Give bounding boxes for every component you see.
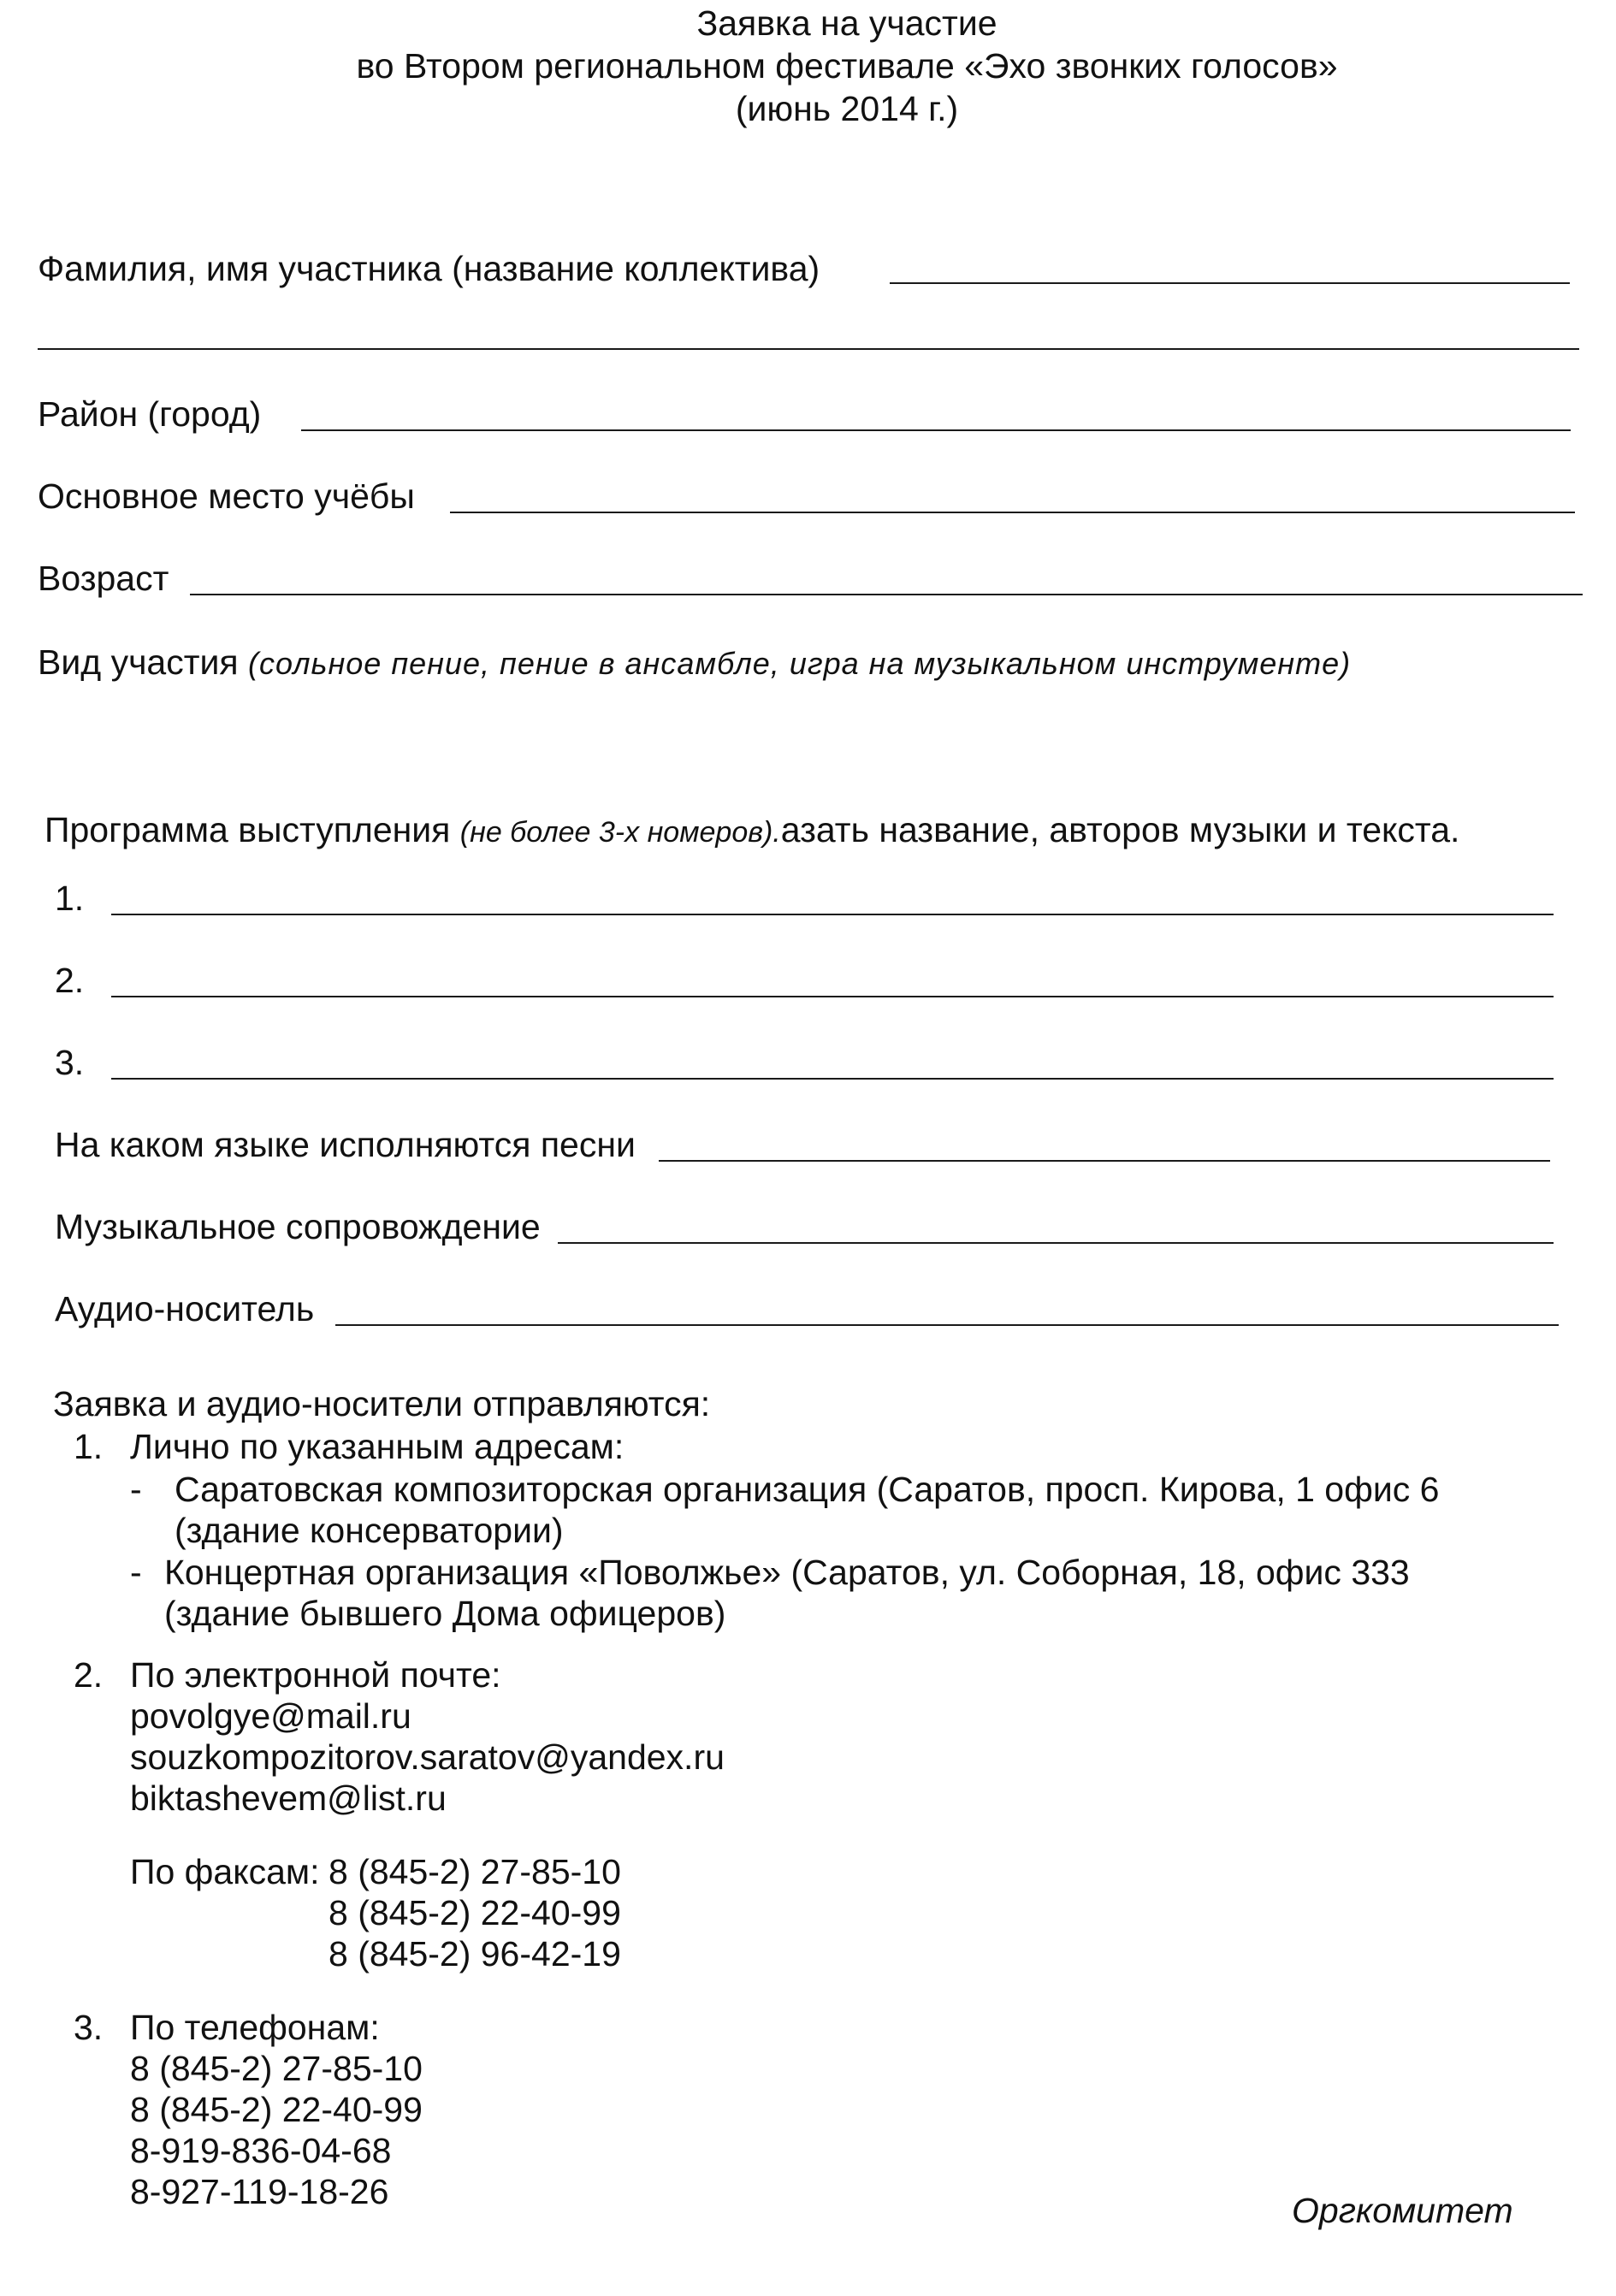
program-label-text: Программа выступления bbox=[44, 810, 451, 849]
name-field-line[interactable] bbox=[890, 282, 1570, 284]
submission-heading: Заявка и аудио-носители отправляются: bbox=[53, 1384, 711, 1423]
participation-label bbox=[38, 642, 1351, 684]
address-2-line2: (здание бывшего Дома офицеров) bbox=[164, 1594, 726, 1633]
audio-media-field-line[interactable] bbox=[335, 1324, 1559, 1326]
program-item-3-line[interactable] bbox=[111, 1078, 1554, 1080]
phone-4: 8-927-119-18-26 bbox=[130, 2172, 389, 2211]
program-item-1-number: 1. bbox=[55, 879, 85, 918]
submission-item-3-number: 3. bbox=[74, 2008, 104, 2047]
participation-label-text: Вид участия bbox=[38, 642, 239, 682]
language-field-line[interactable] bbox=[659, 1160, 1550, 1162]
address-1-line2: (здание консерватории) bbox=[175, 1511, 564, 1550]
fax-label: По факсам: bbox=[130, 1852, 320, 1891]
organizing-committee-signature: Оргкомитет bbox=[1292, 2191, 1513, 2230]
submission-item-2-number: 2. bbox=[74, 1655, 104, 1695]
accompaniment-field-label: Музыкальное сопровождение bbox=[55, 1207, 541, 1246]
phone-1: 8 (845-2) 27-85-10 bbox=[130, 2049, 423, 2088]
form-title-line2: во Втором региональном фестивале «Эхо звонких голосов» bbox=[356, 46, 1338, 86]
address-2-line1: Концертная организация «Поволжье» (Саратов, ул. Соборная, 18, офис 333 bbox=[164, 1553, 1410, 1592]
program-item-3-number: 3. bbox=[55, 1043, 85, 1082]
address-1-dash: - bbox=[130, 1470, 142, 1509]
address-2-dash: - bbox=[130, 1553, 142, 1592]
fax-3: 8 (845-2) 96-42-19 bbox=[329, 1934, 621, 1973]
participation-hint: (сольное пение, пение в ансамбле, игра на музыкальном инструменте) bbox=[248, 646, 1352, 681]
fax-2: 8 (845-2) 22-40-99 bbox=[329, 1893, 621, 1932]
language-field-label: На каком языке исполняются песни bbox=[55, 1125, 636, 1164]
address-1-line1: Саратовская композиторская организация (Саратов, просп. Кирова, 1 офис 6 bbox=[175, 1470, 1440, 1509]
email-1[interactable]: povolgye@mail.ru bbox=[130, 1696, 411, 1736]
study-field-label: Основное место учёбы bbox=[38, 476, 415, 516]
phone-3: 8-919-836-04-68 bbox=[130, 2131, 392, 2170]
submission-item-3-text: По телефонам: bbox=[130, 2008, 380, 2047]
email-2[interactable]: souzkompozitorov.saratov@yandex.ru bbox=[130, 1737, 725, 1777]
program-item-1-line[interactable] bbox=[111, 914, 1554, 915]
district-field-label: Район (город) bbox=[38, 394, 262, 434]
audio-media-field-label: Аудио-носитель bbox=[55, 1289, 315, 1328]
fax-1: 8 (845-2) 27-85-10 bbox=[329, 1852, 621, 1891]
program-label bbox=[44, 809, 1459, 853]
age-field-line[interactable] bbox=[190, 594, 1583, 595]
email-3[interactable]: biktashevem@list.ru bbox=[130, 1778, 447, 1818]
district-field-line[interactable] bbox=[301, 429, 1571, 431]
name-field-line-2[interactable] bbox=[38, 348, 1579, 350]
form-title-line3: (июнь 2014 г.) bbox=[735, 89, 959, 128]
program-hint: (не более 3-х номеров). bbox=[459, 816, 781, 849]
submission-item-2-text: По электронной почте: bbox=[130, 1655, 501, 1695]
program-item-2-line[interactable] bbox=[111, 996, 1554, 997]
accompaniment-field-line[interactable] bbox=[558, 1242, 1554, 1244]
program-rest: азать название, авторов музыки и текста. bbox=[780, 810, 1460, 849]
phone-2: 8 (845-2) 22-40-99 bbox=[130, 2090, 423, 2129]
submission-item-1-text: Лично по указанным адресам: bbox=[130, 1427, 624, 1466]
name-field-label: Фамилия, имя участника (название коллектива) bbox=[38, 249, 820, 288]
form-title-line1: Заявка на участие bbox=[696, 3, 997, 43]
age-field-label: Возраст bbox=[38, 559, 169, 598]
submission-item-1-number: 1. bbox=[74, 1427, 104, 1466]
program-item-2-number: 2. bbox=[55, 961, 85, 1000]
study-field-line[interactable] bbox=[450, 512, 1575, 513]
